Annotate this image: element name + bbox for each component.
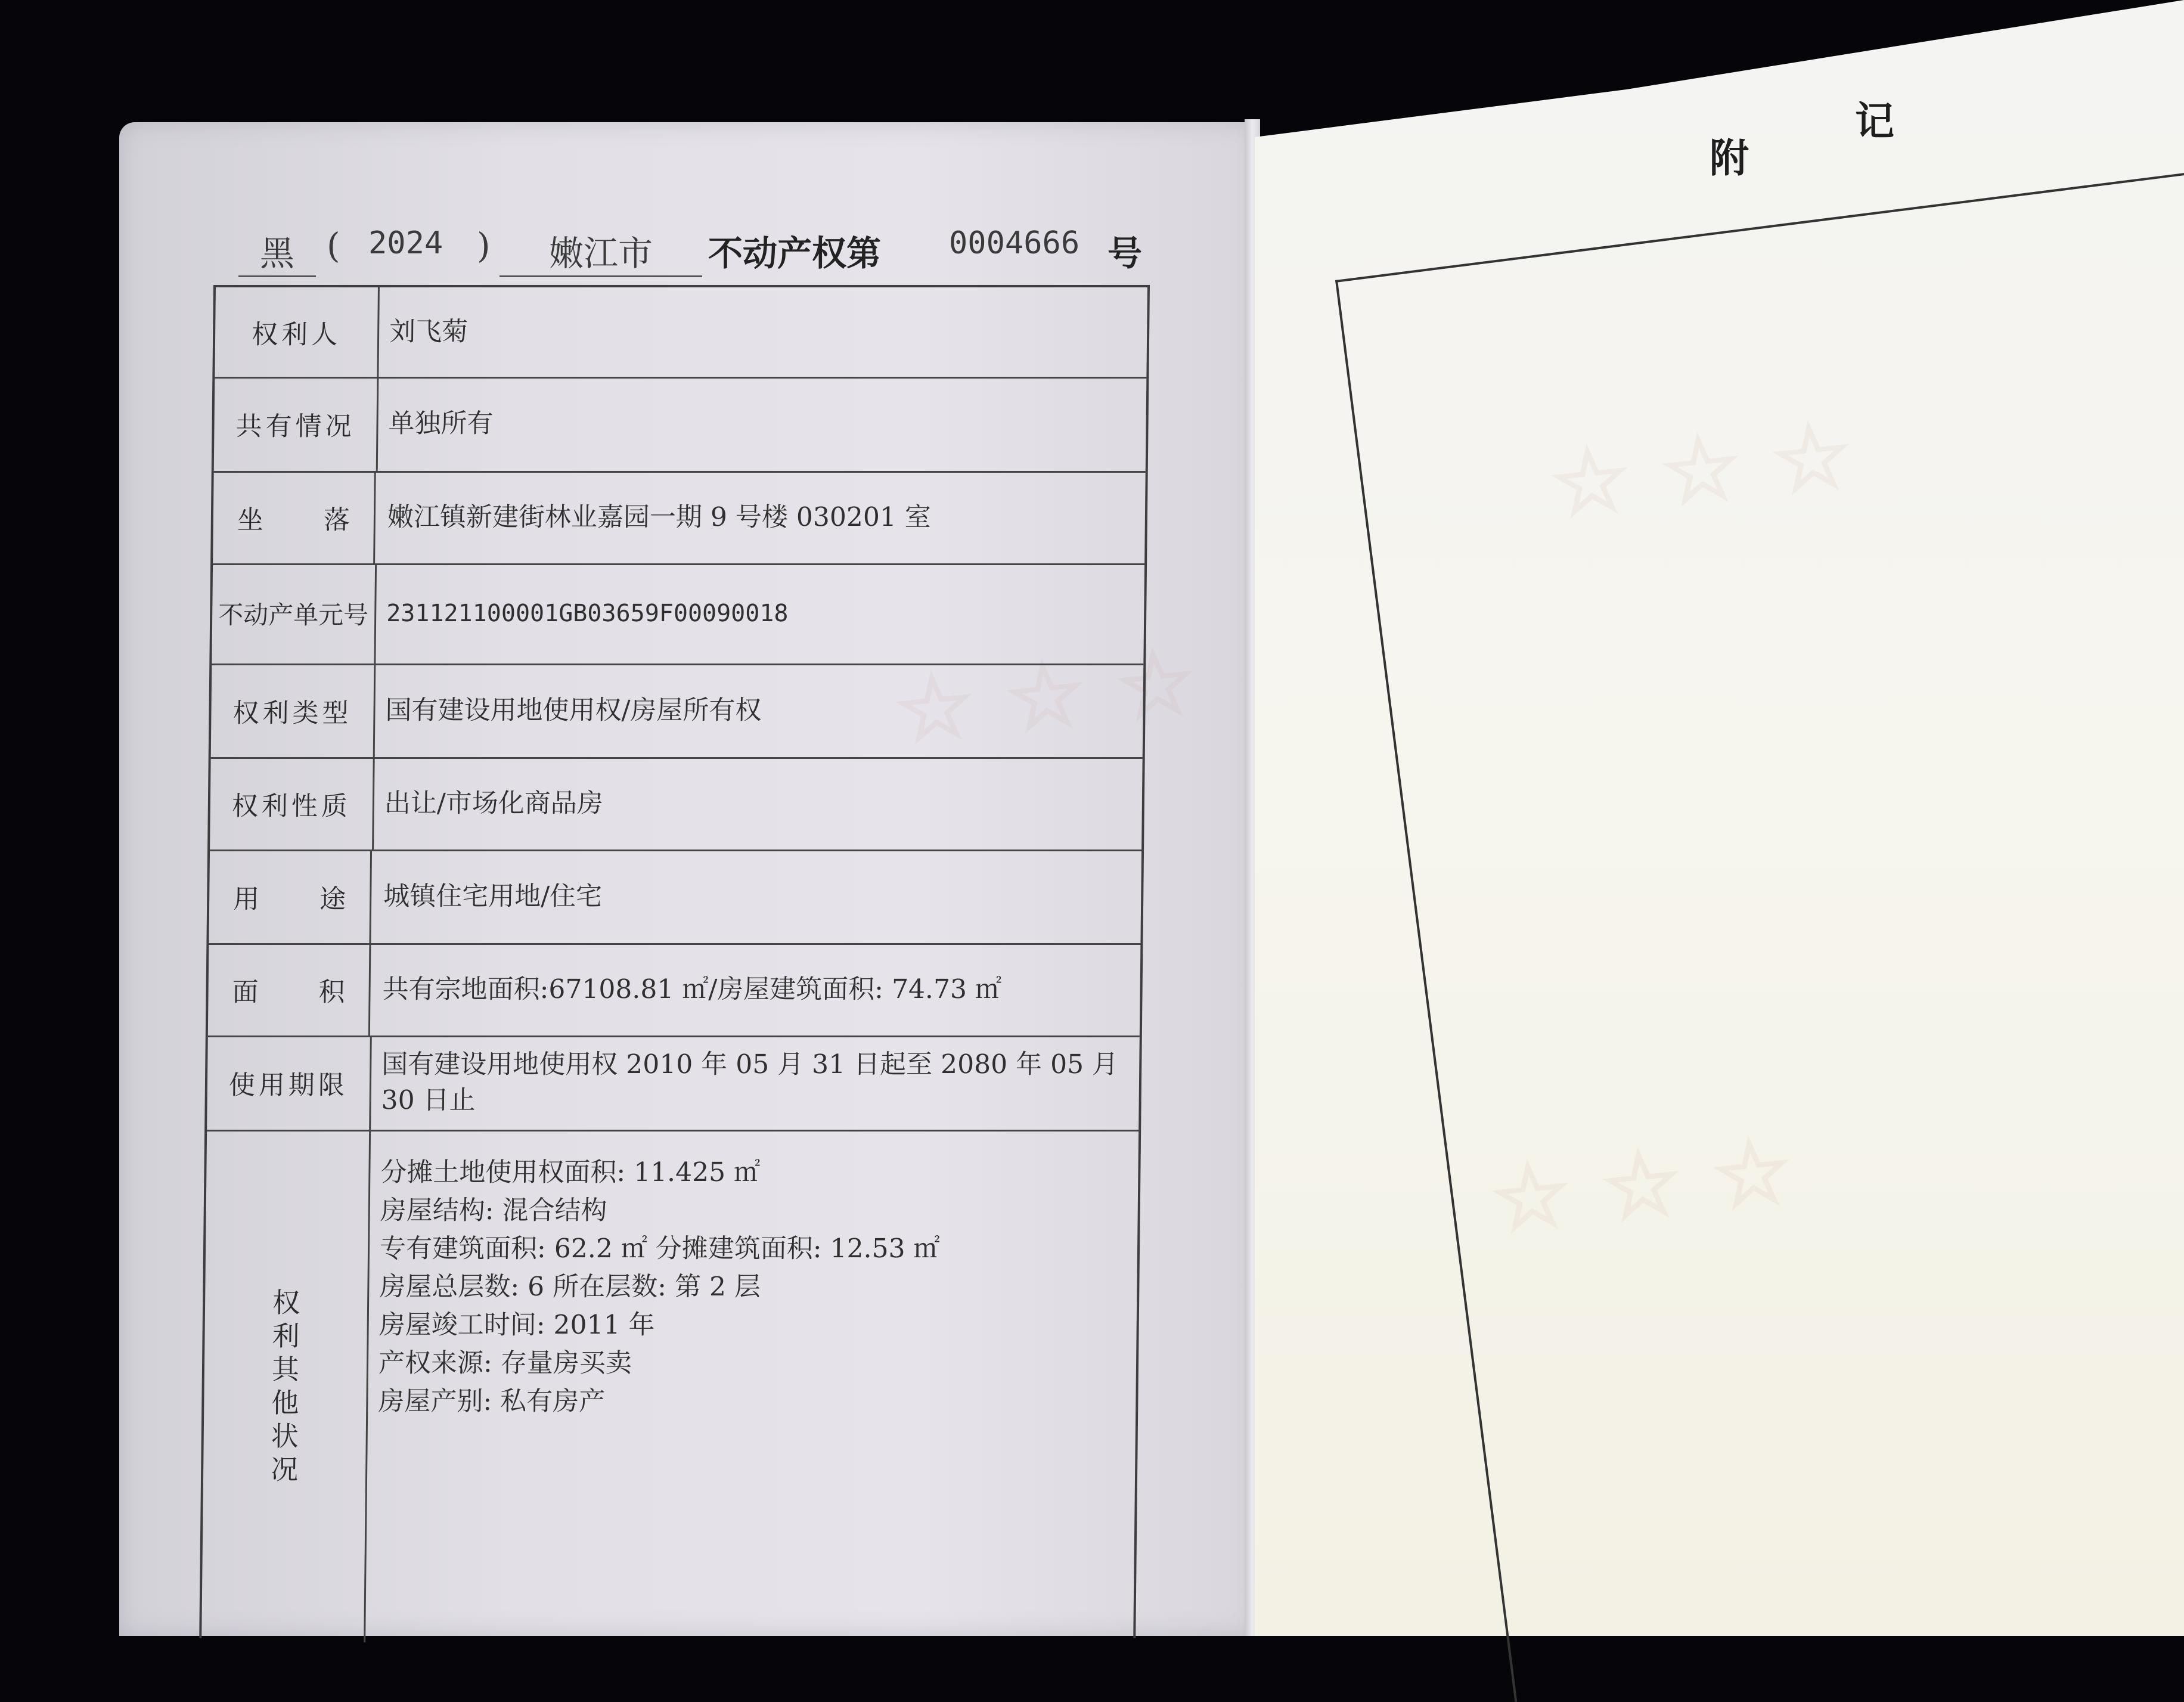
row-other-status	[201, 1130, 1138, 1642]
row-right-nature	[210, 757, 1143, 851]
header-cert-suffix: 号	[1107, 233, 1143, 274]
label-usage-b: 途	[319, 883, 346, 914]
label-area	[208, 943, 371, 1036]
right-page-title-b: 记	[1855, 98, 1894, 144]
value-right-nature: 出让/市场化商品房	[384, 788, 603, 819]
value-term: 国有建设用地使用权 2010 年 05 月 31 日起至 2080 年 05 月 30 日止	[381, 1049, 1119, 1115]
header-year: 2024	[368, 225, 443, 261]
right-page-title-a: 附	[1710, 135, 1749, 181]
row-right-type	[211, 664, 1144, 759]
watermark-pattern: ☆ ☆ ☆	[889, 628, 1202, 765]
label-co-ownership: 共有情况	[214, 377, 379, 471]
watermark-pattern: ☆ ☆ ☆	[1545, 401, 1857, 538]
label-term: 使用期限	[207, 1036, 372, 1130]
registration-table	[199, 285, 1150, 1638]
label-other-char: 他	[271, 1387, 299, 1419]
value-co-ownership: 单独所有	[388, 408, 494, 439]
value-owner: 刘飞菊	[389, 317, 469, 347]
value-area: 共有宗地面积:67108.81 ㎡/房屋建筑面积: 74.73 ㎡	[382, 974, 1002, 1005]
header-cert-number: 0004666	[949, 225, 1080, 261]
label-owner: 权利人	[215, 287, 380, 377]
header-province: 黑	[238, 225, 316, 277]
row-co-ownership	[214, 377, 1147, 473]
header-open-paren: (	[327, 225, 340, 266]
header-cert-prefix: 不动产权第	[708, 233, 882, 274]
label-usage	[209, 850, 372, 943]
row-owner	[215, 287, 1147, 379]
label-unit-number: 不动产单元号	[212, 563, 377, 664]
row-term	[207, 1036, 1140, 1131]
row-usage	[209, 850, 1141, 945]
value-usage: 城镇住宅用地/住宅	[383, 881, 603, 912]
label-usage-a: 用	[232, 883, 260, 914]
value-other-status	[376, 1130, 1127, 1642]
label-other-char: 权	[272, 1286, 300, 1319]
row-location	[213, 471, 1146, 565]
row-area	[208, 943, 1141, 1037]
other-line: 房屋竣工时间: 2011 年	[379, 1310, 655, 1340]
label-area-b: 积	[318, 976, 345, 1007]
header-city: 嫩江市	[500, 225, 702, 277]
label-other-status	[201, 1130, 371, 1642]
label-right-type: 权利类型	[211, 664, 376, 757]
other-line: 产权来源: 存量房买卖	[378, 1348, 632, 1378]
label-other-char: 其	[271, 1353, 300, 1385]
value-unit-number: 231121100001GB03659F00090018	[386, 600, 789, 627]
label-location-a: 坐	[237, 504, 264, 535]
other-line: 房屋结构: 混合结构	[380, 1195, 607, 1226]
header-close-paren: )	[477, 225, 491, 266]
label-other-char: 状	[271, 1420, 299, 1452]
other-line: 专有建筑面积: 62.2 ㎡ 分摊建筑面积: 12.53 ㎡	[379, 1233, 940, 1264]
other-line: 分摊土地使用权面积: 11.425 ㎡	[380, 1157, 761, 1188]
label-other-char: 利	[272, 1320, 300, 1352]
label-area-a: 面	[232, 976, 259, 1007]
row-unit-number	[212, 563, 1144, 665]
label-other-char: 况	[270, 1453, 299, 1486]
label-location	[213, 471, 376, 563]
value-location: 嫩江镇新建街林业嘉园一期 9 号楼 030201 室	[387, 501, 932, 532]
other-line: 房屋总层数: 6 所在层数: 第 2 层	[379, 1272, 761, 1302]
label-location-b: 落	[323, 504, 350, 535]
other-line: 房屋产别: 私有房产	[378, 1386, 606, 1416]
label-right-nature: 权利性质	[210, 757, 375, 850]
watermark-pattern: ☆ ☆ ☆	[1485, 1117, 1798, 1254]
value-right-type: 国有建设用地使用权/房屋所有权	[385, 695, 762, 726]
